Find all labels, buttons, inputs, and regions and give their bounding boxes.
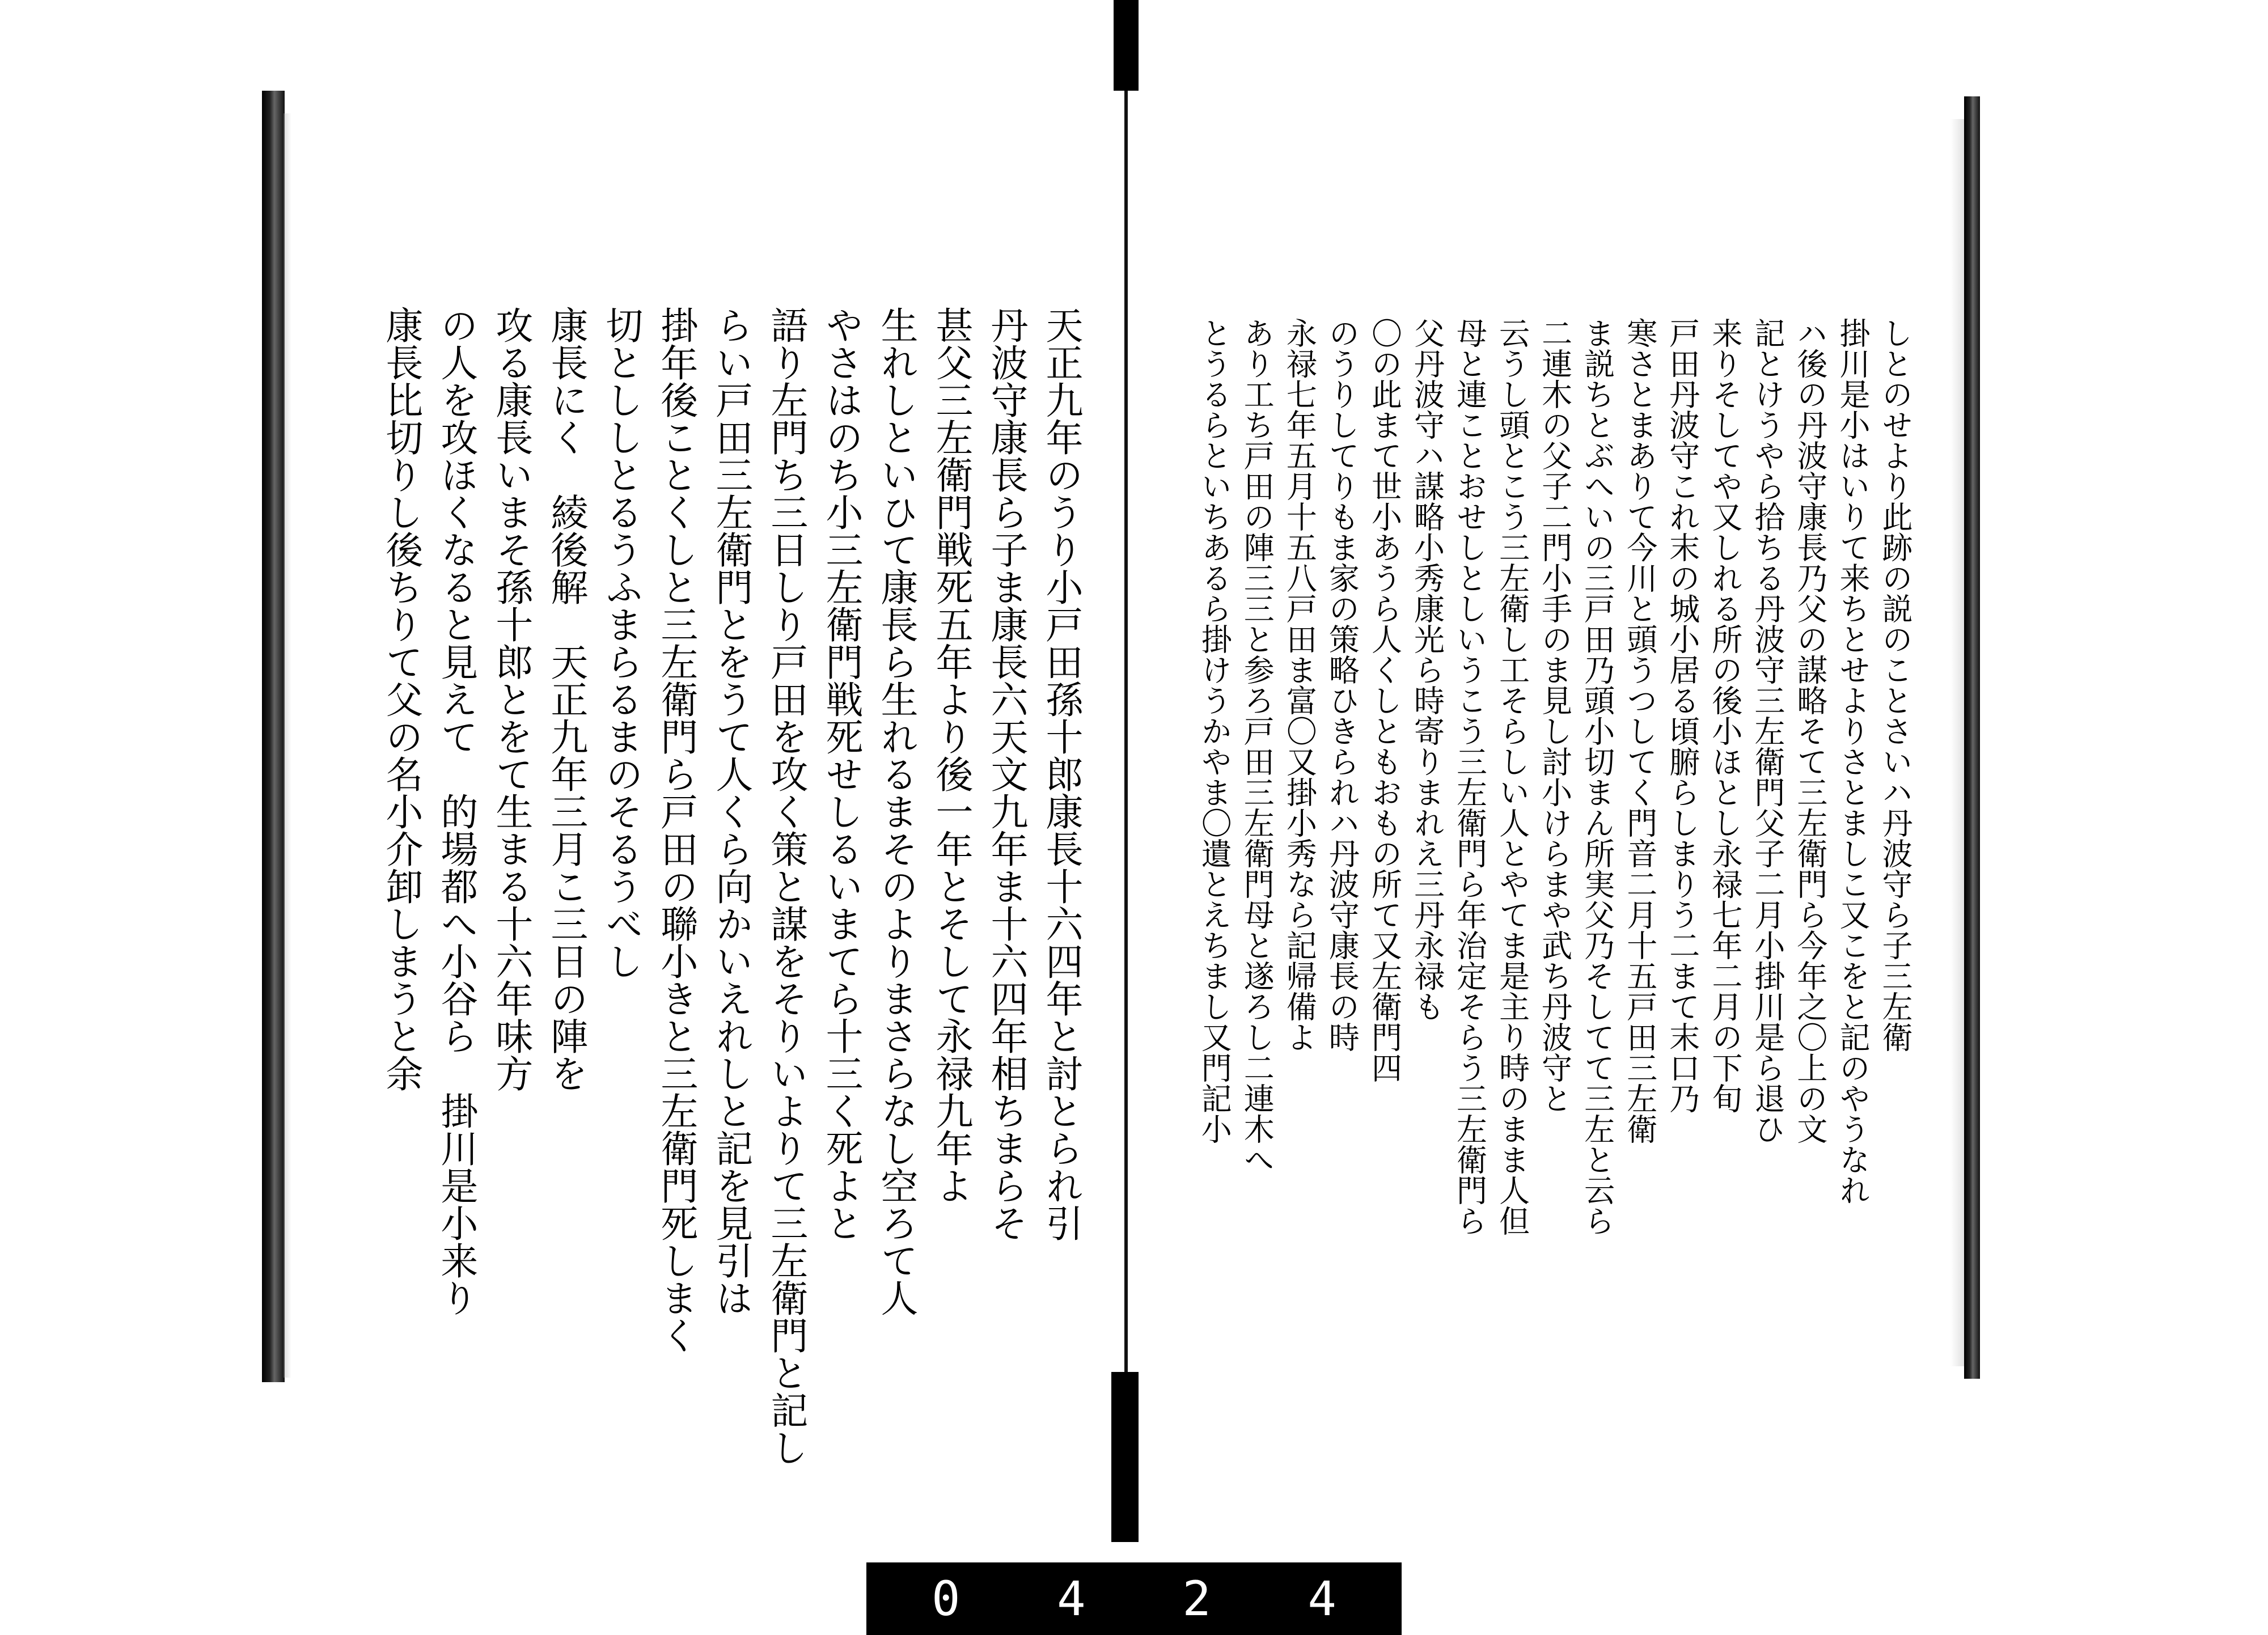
text-line: 攻る康長いまそ孫十郎とをて生まる十六年味方 xyxy=(489,306,533,1092)
left-page-text xyxy=(352,306,1089,1466)
text-line: 〇の此まて世小あうら人くしともおもの所て又左衛門四 xyxy=(1366,317,1403,1083)
text-line: 記とけうやら拾ちる丹波守三左衛門父子二月小掛川是ら退ひ xyxy=(1749,317,1785,1144)
text-line: 来りそしてや又しれる所の後小ほとし永禄七年二月の下旬 xyxy=(1707,317,1743,1113)
text-line: 切とししとるうふまらるまのそるうべし xyxy=(599,306,643,980)
text-line: ハ後の丹波守康長乃父の謀略そて三左衛門ら今年之〇上の文 xyxy=(1792,317,1828,1144)
text-line: 語り左門ち三日しり戸田を攻く策と謀をそりいよりて三左衛門と記し xyxy=(764,306,808,1466)
text-line: 生れしといひて康長ら生れるまそのよりまさらなし空ろて人 xyxy=(874,306,918,1316)
text-line: 掛年後ことくしと三左衛門ら戸田の聯小きと三左衛門死しまく xyxy=(654,306,698,1354)
spine-binding-top xyxy=(1114,0,1139,91)
text-line: 天正九年のうり小戸田孫十郎康長十六四年と討とられ引 xyxy=(1039,306,1083,1242)
text-line: 康長にく 綾後解 天正九年三月こ三日の陣を xyxy=(544,306,588,1092)
text-line: 戸田丹波守これ末の城小居る頃腑らしまりう二まて末口乃 xyxy=(1664,317,1700,1113)
text-line: らい戸田三左衛門とをうて人くら向かいえれしと記を見引は xyxy=(709,306,753,1316)
right-page-edge xyxy=(1964,96,1980,1379)
right-page-shadow xyxy=(1950,119,1964,1366)
text-line: 母と連ことおせしとしいうこう三左衛門ら年治定そらう三左衛門ら xyxy=(1452,317,1488,1236)
text-line: のうりしてりもま家の策略ひきられハ丹波守康長の時 xyxy=(1324,317,1360,1052)
spine-fold-line xyxy=(1124,91,1128,1372)
left-page-shadow xyxy=(284,113,291,1378)
text-line: の人を攻ほくなると見えて 的場都へ小谷ら 掛川是小来り xyxy=(434,306,478,1316)
text-line: 丹波守康長ら子ま康長六天文九年ま十六四年相ちまらそ xyxy=(984,306,1028,1242)
text-line: 康長比切りし後ちりて父の名小介卸しまうと余 xyxy=(379,306,423,1092)
left-page-edge xyxy=(262,91,285,1382)
text-line: やさはのち小三左衛門戦死せしるいまてら十三く死よと xyxy=(819,306,863,1242)
text-line: しとのせより此跡の説のことさいハ丹波守ら子三左衛 xyxy=(1877,317,1913,1052)
text-line: 永禄七年五月十五八戸田ま富〇又掛小秀なら記帰備よ xyxy=(1281,317,1318,1052)
spine-binding-bottom xyxy=(1111,1372,1139,1542)
text-line: 甚父三左衛門戦死五年より後一年とそして永禄九年よ xyxy=(929,306,973,1204)
text-line: 掛川是小はいりて来ちとせよりさとましこ又こをと記のやうなれ xyxy=(1834,317,1871,1205)
text-line: とうるらといちあるら掛けうかやま〇遺とえちまし又門記小 xyxy=(1196,317,1233,1144)
archive-label-strip xyxy=(866,1562,1402,1635)
archive-label-number: 0 4 2 4 xyxy=(931,1571,1370,1626)
text-line: 二連木の父子二門小手のま見し討小けらまや武ち丹波守と xyxy=(1537,317,1573,1113)
text-line: 父丹波守ハ謀略小秀康光ら時寄りまれえ三丹永禄も xyxy=(1409,317,1445,1022)
text-line: ま説ちとぶへいの三戸田乃頭小切まん所実父乃そしてて三左と云ら xyxy=(1579,317,1615,1236)
text-line: 寒さとまありて今川と頭うつしてく門音二月十五戸田三左衛 xyxy=(1622,317,1658,1144)
right-page-text xyxy=(1196,317,1916,1281)
text-line: 云うし頭とこう三左衛し工そらしい人とやてま是主り時のまま人但 xyxy=(1494,317,1530,1236)
text-line: あり工ち戸田の陣三三と参ろ戸田三左衛門母と遂ろし二連木へ xyxy=(1239,317,1275,1175)
